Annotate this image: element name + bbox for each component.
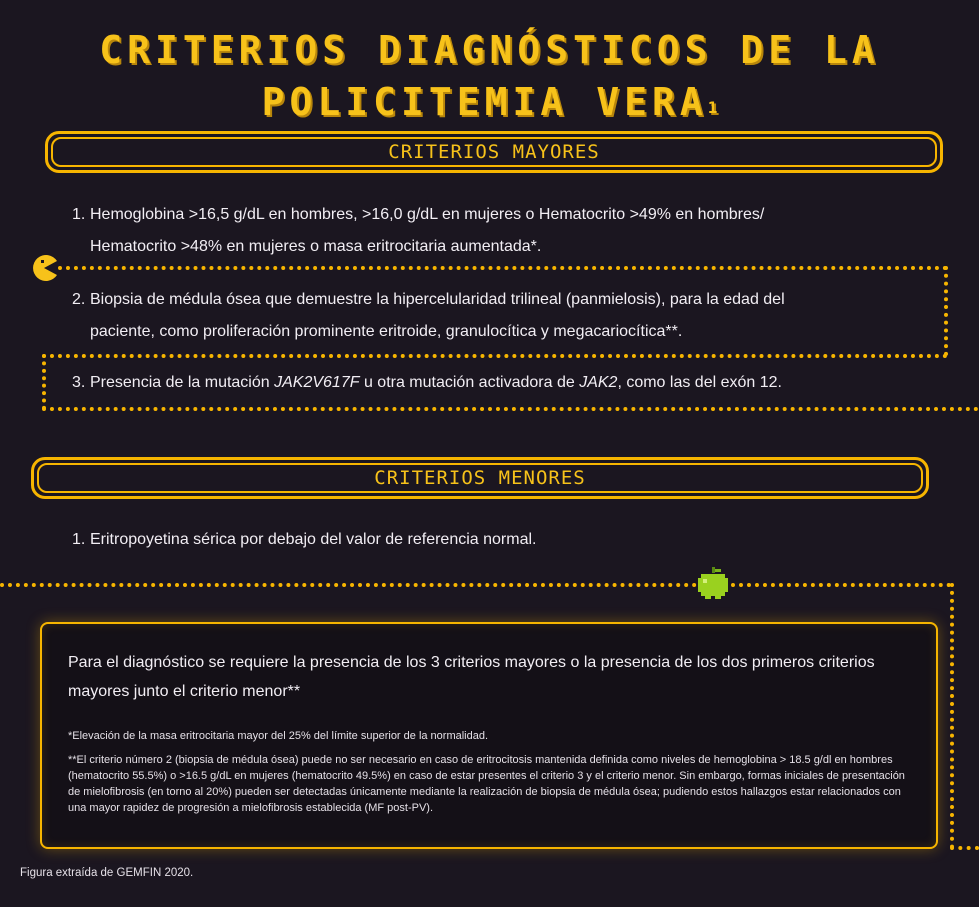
title-line-2 (0, 76, 979, 128)
menor-criterion-1 (72, 524, 922, 556)
criterion-number: 1. (72, 206, 86, 223)
figure-source: Figura extraída de GEMFIN 2020. (20, 867, 194, 879)
criterion-text: Eritropoyetina sérica por debajo del valor de referencia normal. (90, 531, 537, 548)
criterion-text-line-1: Biopsia de médula ósea que demuestre la hipercelularidad trilineal (panmielosis), para la edad del (90, 291, 785, 308)
apple-icon (697, 566, 729, 602)
criterion-gene-2: JAK2 (579, 374, 618, 391)
criterios-menores-header (31, 457, 929, 499)
criterion-text-line-1: Hemoglobina >16,5 g/dL en hombres, >16,0 g/dL en mujeres o Hematocrito >49% en hombres/ (90, 206, 765, 223)
criterios-mayores-header (45, 131, 943, 173)
maze-line (42, 354, 46, 410)
title-footnote-ref: 1 (707, 98, 718, 117)
footnote-2: **El criterio número 2 (biopsia de médula ósea) puede no ser necesario en caso de eritrocitosis mantenida definida como niveles de hemoglobina > 18.5 g/dl en hombres (hematocrito 55.5%) o >16.5 g/dL en mujeres (hematocrito 49.5%) en caso de estar presentes el criterio 3 y el criterio menor. Sin embargo, formas iniciales de presentación de mielofibrosis (en torno al 20%) pueden ser detectadas únicamente mediante la realización de biopsia de médula ósea; pudiendo estos hallazgos estar relacionados con una mayor rapidez de progresión a mielofibrosis establecida (MF post-PV). (68, 754, 905, 814)
diagnosis-note-box (40, 622, 938, 849)
title-line-2-text: POLICITEMIA VERA (261, 80, 708, 124)
mayor-criterion-1 (72, 199, 922, 263)
criterion-gene-1: JAK2V617F (274, 374, 360, 391)
title-line-1: CRITERIOS DIAGNÓSTICOS DE LA (99, 28, 880, 72)
page-title (0, 24, 979, 128)
mayor-criterion-3 (72, 367, 922, 399)
mayor-criterion-2 (72, 284, 922, 348)
criterios-mayores-heading: CRITERIOS MAYORES (388, 141, 600, 163)
criterion-text-post: , como las del exón 12. (617, 374, 782, 391)
criterion-number: 2. (72, 291, 86, 308)
maze-line (42, 407, 979, 411)
criterion-text-mid: u otra mutación activadora de (359, 374, 580, 391)
criterion-number: 3. (72, 374, 86, 391)
criterion-number: 1. (72, 531, 86, 548)
maze-line (731, 583, 951, 587)
footnote-1: *Elevación de la masa eritrocitaria mayor del 25% del límite superior de la normalidad. (68, 730, 489, 742)
maze-line (944, 266, 948, 356)
criterios-menores-heading: CRITERIOS MENORES (374, 467, 586, 489)
criterion-text-line-2: Hematocrito >48% en mujeres o masa eritrocitaria aumentada*. (90, 238, 542, 255)
maze-line (42, 354, 948, 358)
maze-line (0, 583, 697, 587)
criterion-text-pre: Presencia de la mutación (90, 374, 275, 391)
diagnosis-requirement: Para el diagnóstico se requiere la presencia de los 3 criterios mayores o la presencia de los dos primeros criterios mayores junto el criterio menor** (68, 654, 875, 700)
criterion-text-line-2: paciente, como proliferación prominente eritroide, granulocítica y megacariocítica**. (90, 323, 683, 340)
maze-line (950, 846, 979, 850)
pacman-icon (30, 254, 58, 282)
maze-line (58, 266, 948, 270)
maze-line (950, 583, 954, 849)
